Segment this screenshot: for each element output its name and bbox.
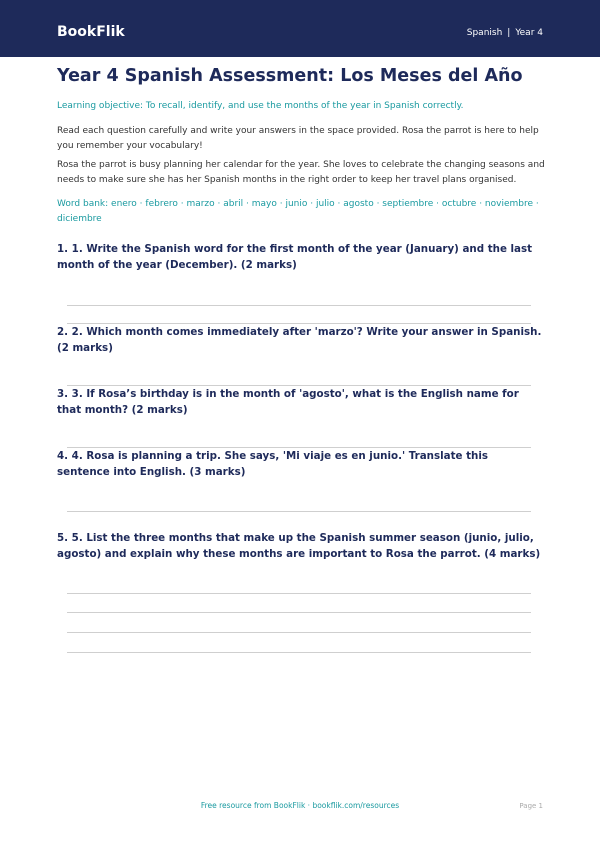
question-3: 3. 3. If Rosa’s birthday is in the month of 'agosto', what is the English name for that month? (2 marks) bbox=[57, 388, 519, 416]
answer-line[interactable] bbox=[67, 511, 531, 512]
learning-objective: Learning objective: To recall, identify, and use the months of the year in Spanish correctly. bbox=[57, 101, 464, 111]
question-5: 5. 5. List the three months that make up the Spanish summer season (junio, julio, agosto) and explain why these months are important to Rosa the parrot. (4 marks) bbox=[57, 532, 541, 560]
brand-logo: BookFlik bbox=[57, 24, 125, 40]
answer-line[interactable] bbox=[67, 612, 531, 613]
footer-credit: Free resource from BookFlik · bookflik.com/resources bbox=[200, 801, 400, 810]
header-separator: | bbox=[507, 28, 511, 38]
page-title: Year 4 Spanish Assessment: Los Meses del Año bbox=[57, 66, 523, 86]
answer-line[interactable] bbox=[67, 593, 531, 594]
answer-line[interactable] bbox=[67, 385, 531, 386]
question-4: 4. 4. Rosa is planning a trip. She says, 'Mi viaje es en junio.' Translate this sentence into English. (3 marks) bbox=[57, 450, 488, 478]
answer-line[interactable] bbox=[67, 652, 531, 653]
answer-line[interactable] bbox=[67, 632, 531, 633]
question-2: 2. 2. Which month comes immediately after 'marzo'? Write your answer in Spanish. (2 marks) bbox=[57, 326, 542, 354]
page-number: Page 1 bbox=[519, 802, 543, 810]
subject-label: Spanish bbox=[466, 28, 503, 38]
page-header bbox=[0, 0, 600, 57]
question-1: 1. 1. Write the Spanish word for the first month of the year (January) and the last month of the year (December). (2 marks) bbox=[57, 243, 533, 271]
intro-story: Rosa the parrot is busy planning her calendar for the year. She loves to celebrate the changing seasons and needs to make sure she has her Spanish months in the right order to keep her travel plans organised. bbox=[57, 160, 545, 185]
word-bank: Word bank: enero · febrero · marzo · abril · mayo · junio · julio · agosto · septiembre · octubre · noviembre · diciembre bbox=[57, 199, 539, 224]
intro-instructions: Read each question carefully and write your answers in the space provided. Rosa the parrot is here to help you remember your vocabulary! bbox=[57, 126, 539, 151]
answer-line[interactable] bbox=[67, 447, 531, 448]
answer-line[interactable] bbox=[67, 305, 531, 306]
answer-line[interactable] bbox=[67, 323, 531, 324]
year-label: Year 4 bbox=[515, 28, 543, 38]
header-meta bbox=[467, 28, 543, 38]
